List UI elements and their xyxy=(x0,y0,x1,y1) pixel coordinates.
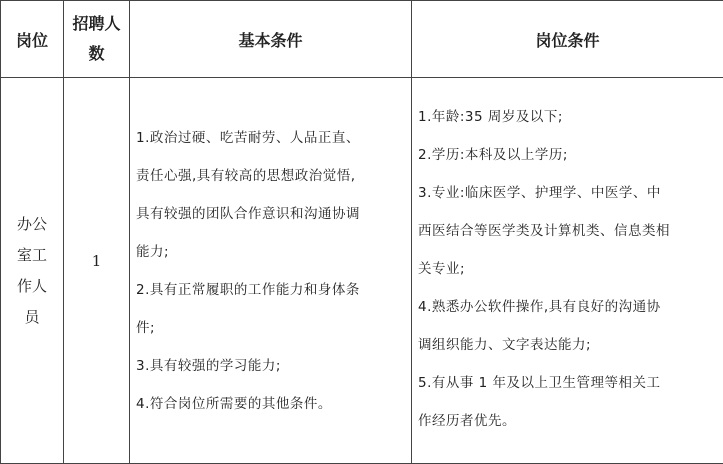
header-count-line2: 数 xyxy=(88,44,105,63)
header-basic-conditions: 基本条件 xyxy=(130,1,412,78)
condition-line: 责任心强,具有较高的思想政治觉悟, xyxy=(136,167,356,184)
condition-line: 2.学历:本科及以上学历; xyxy=(418,146,568,163)
condition-line: 件; xyxy=(136,319,156,336)
position-name-line: 室工 xyxy=(16,245,47,264)
position-conditions-list xyxy=(412,98,723,444)
condition-line: 关专业; xyxy=(418,260,466,277)
condition-line: 3.专业:临床医学、护理学、中医学、中 xyxy=(418,184,661,201)
condition-line: 5.有从事 1 年及以上卫生管理等相关工 xyxy=(418,374,661,391)
header-count xyxy=(64,1,130,78)
condition-line: 4.符合岗位所需要的其他条件。 xyxy=(136,395,332,412)
condition-line: 4.熟悉办公软件操作,具有良好的沟通协 xyxy=(418,298,661,315)
condition-line: 能力; xyxy=(136,243,170,260)
header-count-line1: 招聘人 xyxy=(72,14,121,33)
position-name-cell xyxy=(1,78,64,464)
condition-line: 作经历者优先。 xyxy=(418,412,516,429)
header-row xyxy=(1,1,723,78)
header-position-conditions: 岗位条件 xyxy=(412,1,723,78)
position-conditions-cell xyxy=(412,78,723,464)
basic-conditions-list xyxy=(130,95,411,447)
condition-line: 1.年龄:35 周岁及以下; xyxy=(418,108,563,125)
table-row xyxy=(1,78,723,464)
condition-line: 3.具有较强的学习能力; xyxy=(136,357,281,374)
position-name-line: 作人 xyxy=(16,276,47,295)
condition-line: 调组织能力、文字表达能力; xyxy=(418,336,592,353)
headcount-value: 1 xyxy=(91,251,102,270)
position-name-line: 员 xyxy=(24,307,40,326)
headcount-cell xyxy=(64,78,130,464)
condition-line: 西医结合等医学类及计算机类、信息类相 xyxy=(418,222,670,239)
header-position: 岗位 xyxy=(1,1,64,78)
condition-line: 2.具有正常履职的工作能力和身体条 xyxy=(136,281,360,298)
position-name-line: 办公 xyxy=(16,214,47,233)
condition-line: 具有较强的团队合作意识和沟通协调 xyxy=(136,205,360,222)
condition-line: 1.政治过硬、吃苦耐劳、人品正直、 xyxy=(136,129,360,146)
basic-conditions-cell xyxy=(130,78,412,464)
